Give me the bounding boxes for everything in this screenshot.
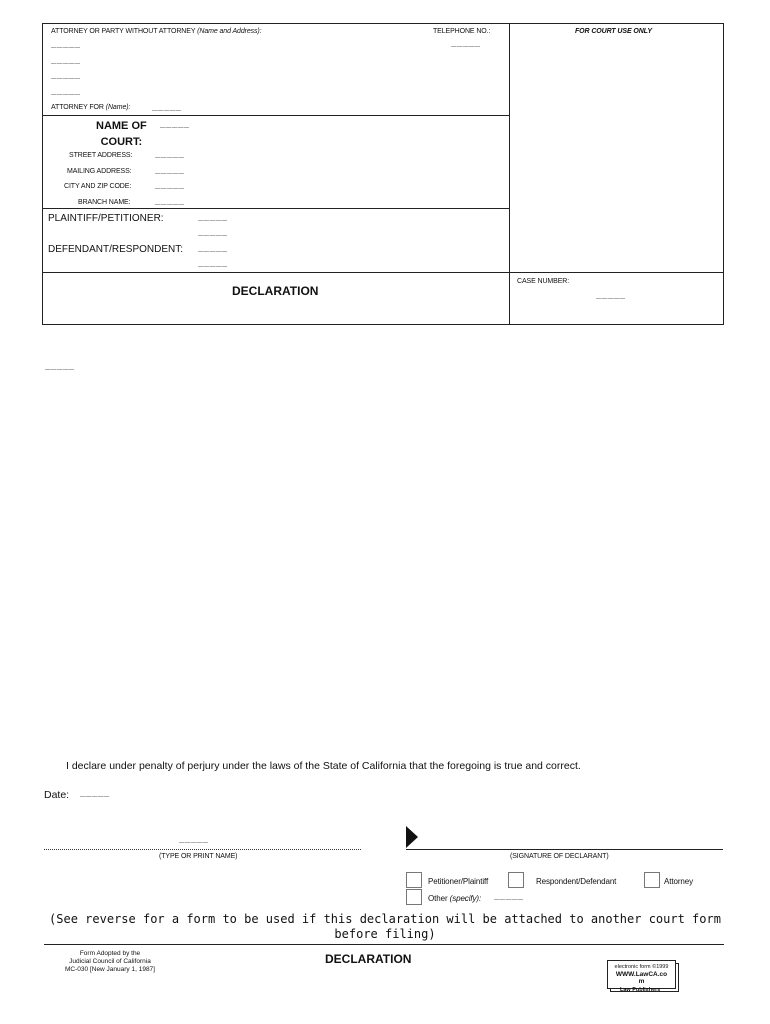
attorney-line-1[interactable]: _____ <box>51 39 81 49</box>
telephone-label: TELEPHONE NO.: <box>433 28 491 35</box>
court-name-label: NAME OF COURT: <box>96 120 147 148</box>
petitioner-checkbox-label: Petitioner/Plaintiff <box>428 877 489 886</box>
attorney-label: ATTORNEY OR PARTY WITHOUT ATTORNEY (Name and Address): <box>51 28 262 35</box>
signature-arrow-icon <box>406 826 418 848</box>
branch-name-field[interactable]: _____ <box>155 196 185 206</box>
mailing-address-label: MAILING ADDRESS: <box>67 168 132 175</box>
respondent-checkbox-label: Respondent/Defendant <box>536 877 617 886</box>
publisher-stamp: electronic form ©1999 WWW.LawCA.co m Law Publishers <box>607 960 679 992</box>
attorney-line-2[interactable]: _____ <box>51 55 81 65</box>
branch-name-label: BRANCH NAME: <box>78 199 131 206</box>
printed-name-field[interactable]: _____ <box>179 834 209 844</box>
date-field[interactable]: _____ <box>80 788 110 798</box>
printed-name-caption: (TYPE OR PRINT NAME) <box>159 853 238 860</box>
attorney-for-label: ATTORNEY FOR (Name): <box>51 104 131 111</box>
city-zip-field[interactable]: _____ <box>155 180 185 190</box>
attorney-for-field[interactable]: _____ <box>152 102 182 112</box>
defendant-field-1[interactable]: _____ <box>198 243 228 253</box>
signature-caption: (SIGNATURE OF DECLARANT) <box>510 853 609 860</box>
attorney-line-4[interactable]: _____ <box>51 86 81 96</box>
parties-title-divider <box>42 272 724 273</box>
city-zip-label: CITY AND ZIP CODE: <box>64 183 132 190</box>
petitioner-checkbox[interactable] <box>406 872 422 888</box>
plaintiff-field-1[interactable]: _____ <box>198 212 228 222</box>
court-use-label: FOR COURT USE ONLY <box>575 28 652 35</box>
case-number-label: CASE NUMBER: <box>517 278 570 285</box>
defendant-label: DEFENDANT/RESPONDENT: <box>48 244 184 255</box>
form-adoption-info: Form Adopted by the Judicial Council of California MC-030 [New January 1, 1987] <box>65 950 155 973</box>
mailing-address-field[interactable]: _____ <box>155 165 185 175</box>
case-number-field[interactable]: _____ <box>596 290 626 300</box>
other-checkbox-label: Other (specify): <box>428 894 482 903</box>
telephone-field[interactable]: _____ <box>451 38 481 48</box>
perjury-statement: I declare under penalty of perjury under the laws of the State of California that the foregoing is true and correct. <box>66 760 581 772</box>
attorney-court-divider <box>42 115 510 116</box>
declaration-text-field[interactable]: _____ <box>45 361 75 371</box>
plaintiff-field-2[interactable]: _____ <box>198 227 228 237</box>
date-label: Date: <box>44 789 70 801</box>
street-address-field[interactable]: _____ <box>155 149 185 159</box>
attorney-checkbox[interactable] <box>644 872 660 888</box>
attorney-line-3[interactable]: _____ <box>51 70 81 80</box>
court-name-field[interactable]: _____ <box>160 119 190 129</box>
printed-name-line <box>44 849 361 850</box>
publisher-stamp-caption: Law Publishers <box>620 987 661 993</box>
respondent-checkbox[interactable] <box>508 872 524 888</box>
attorney-checkbox-label: Attorney <box>664 877 693 886</box>
other-specify-field[interactable]: _____ <box>494 891 524 901</box>
plaintiff-label: PLAINTIFF/PETITIONER: <box>48 213 164 224</box>
other-checkbox[interactable] <box>406 889 422 905</box>
court-parties-divider <box>42 208 510 209</box>
declaration-heading: DECLARATION <box>232 284 319 298</box>
footer-title: DECLARATION <box>325 952 412 966</box>
reverse-note: (See reverse for a form to be used if this declaration will be attached to another court form before filing) <box>49 912 721 941</box>
street-address-label: STREET ADDRESS: <box>69 152 133 159</box>
court-use-divider <box>509 23 510 325</box>
caption-frame <box>42 23 724 325</box>
signature-line[interactable] <box>406 849 723 850</box>
footer-rule <box>44 944 724 945</box>
defendant-field-2[interactable]: _____ <box>198 258 228 268</box>
